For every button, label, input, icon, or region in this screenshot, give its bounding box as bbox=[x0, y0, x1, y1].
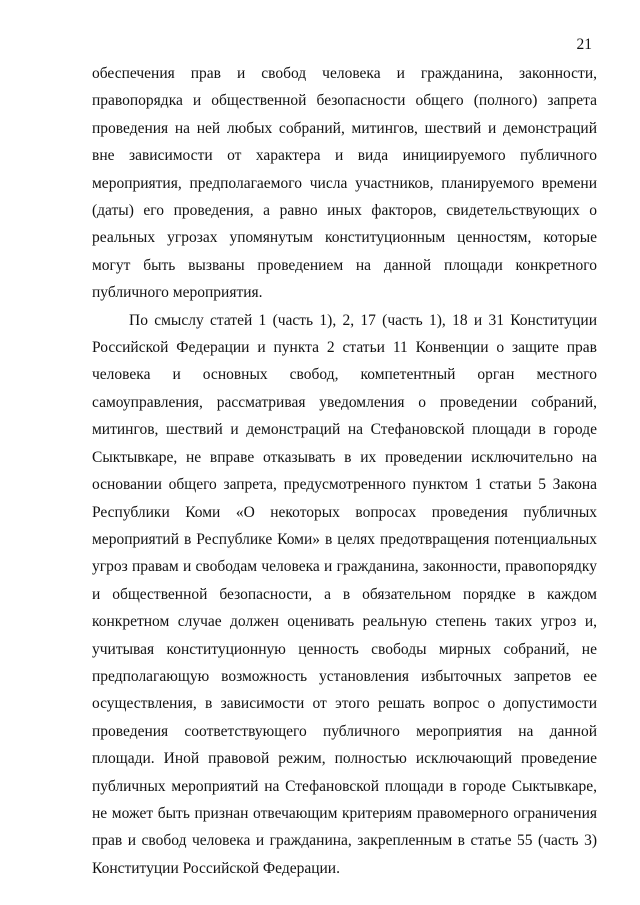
paragraph: По смыслу статей 1 (часть 1), 2, 17 (часть 1), 18 и 31 Конституции Российской Федерации и пункта 2 статьи 11 Конвенции о защите прав человека и основных свобод, компетентный орган местного самоуправления, рассматривая уведомления о проведении собраний, митингов, шествий и демонстраций на Стефановской площади в городе Сыктывкаре, не вправе отказывать в их проведении исключительно на основании общего запрета, предусмотренного пунктом 1 статьи 5 Закона Республики Коми «О некоторых вопросах проведения публичных мероприятий в Республике Коми» в целях предотвращения потенциальных угроз правам и свободам человека и гражданина, законности, правопорядку и общественной безопасности, а в обязательном порядке в каждом конкретном случае должен оценивать реальную степень таких угроз и, учитывая конституционную ценность свободы мирных собраний, не предполагающую возможность установления избыточных запретов ее осуществления, в зависимости от этого решать вопрос о допустимости проведения соответствующего публичного мероприятия на данной площади. Иной правовой режим, полностью исключающий проведение публичных мероприятий на Стефановской площади в городе Сыктывкаре, не может быть признан отвечающим критериям правомерного ограничения прав и свобод человека и гражданина, закрепленным в статье 55 (часть 3) Конституции Российской Федерации. bbox=[92, 311, 597, 877]
page-number: 21 bbox=[576, 36, 592, 53]
document-body bbox=[92, 60, 597, 882]
paragraph-continuation: обеспечения прав и свобод человека и гражданина, законности, правопорядка и общественной безопасности общего (полного) запрета проведения на ней любых собраний, митингов, шествий и демонстраций вне зависимости от характера и вида инициируемого публичного мероприятия, предполагаемого числа участников, планируемого времени (даты) его проведения, а равно иных факторов, свидетельствующих о реальных угрозах упомянутым конституционным ценностям, которые могут быть вызваны проведением на данной площади конкретного публичного мероприятия. bbox=[92, 65, 597, 302]
